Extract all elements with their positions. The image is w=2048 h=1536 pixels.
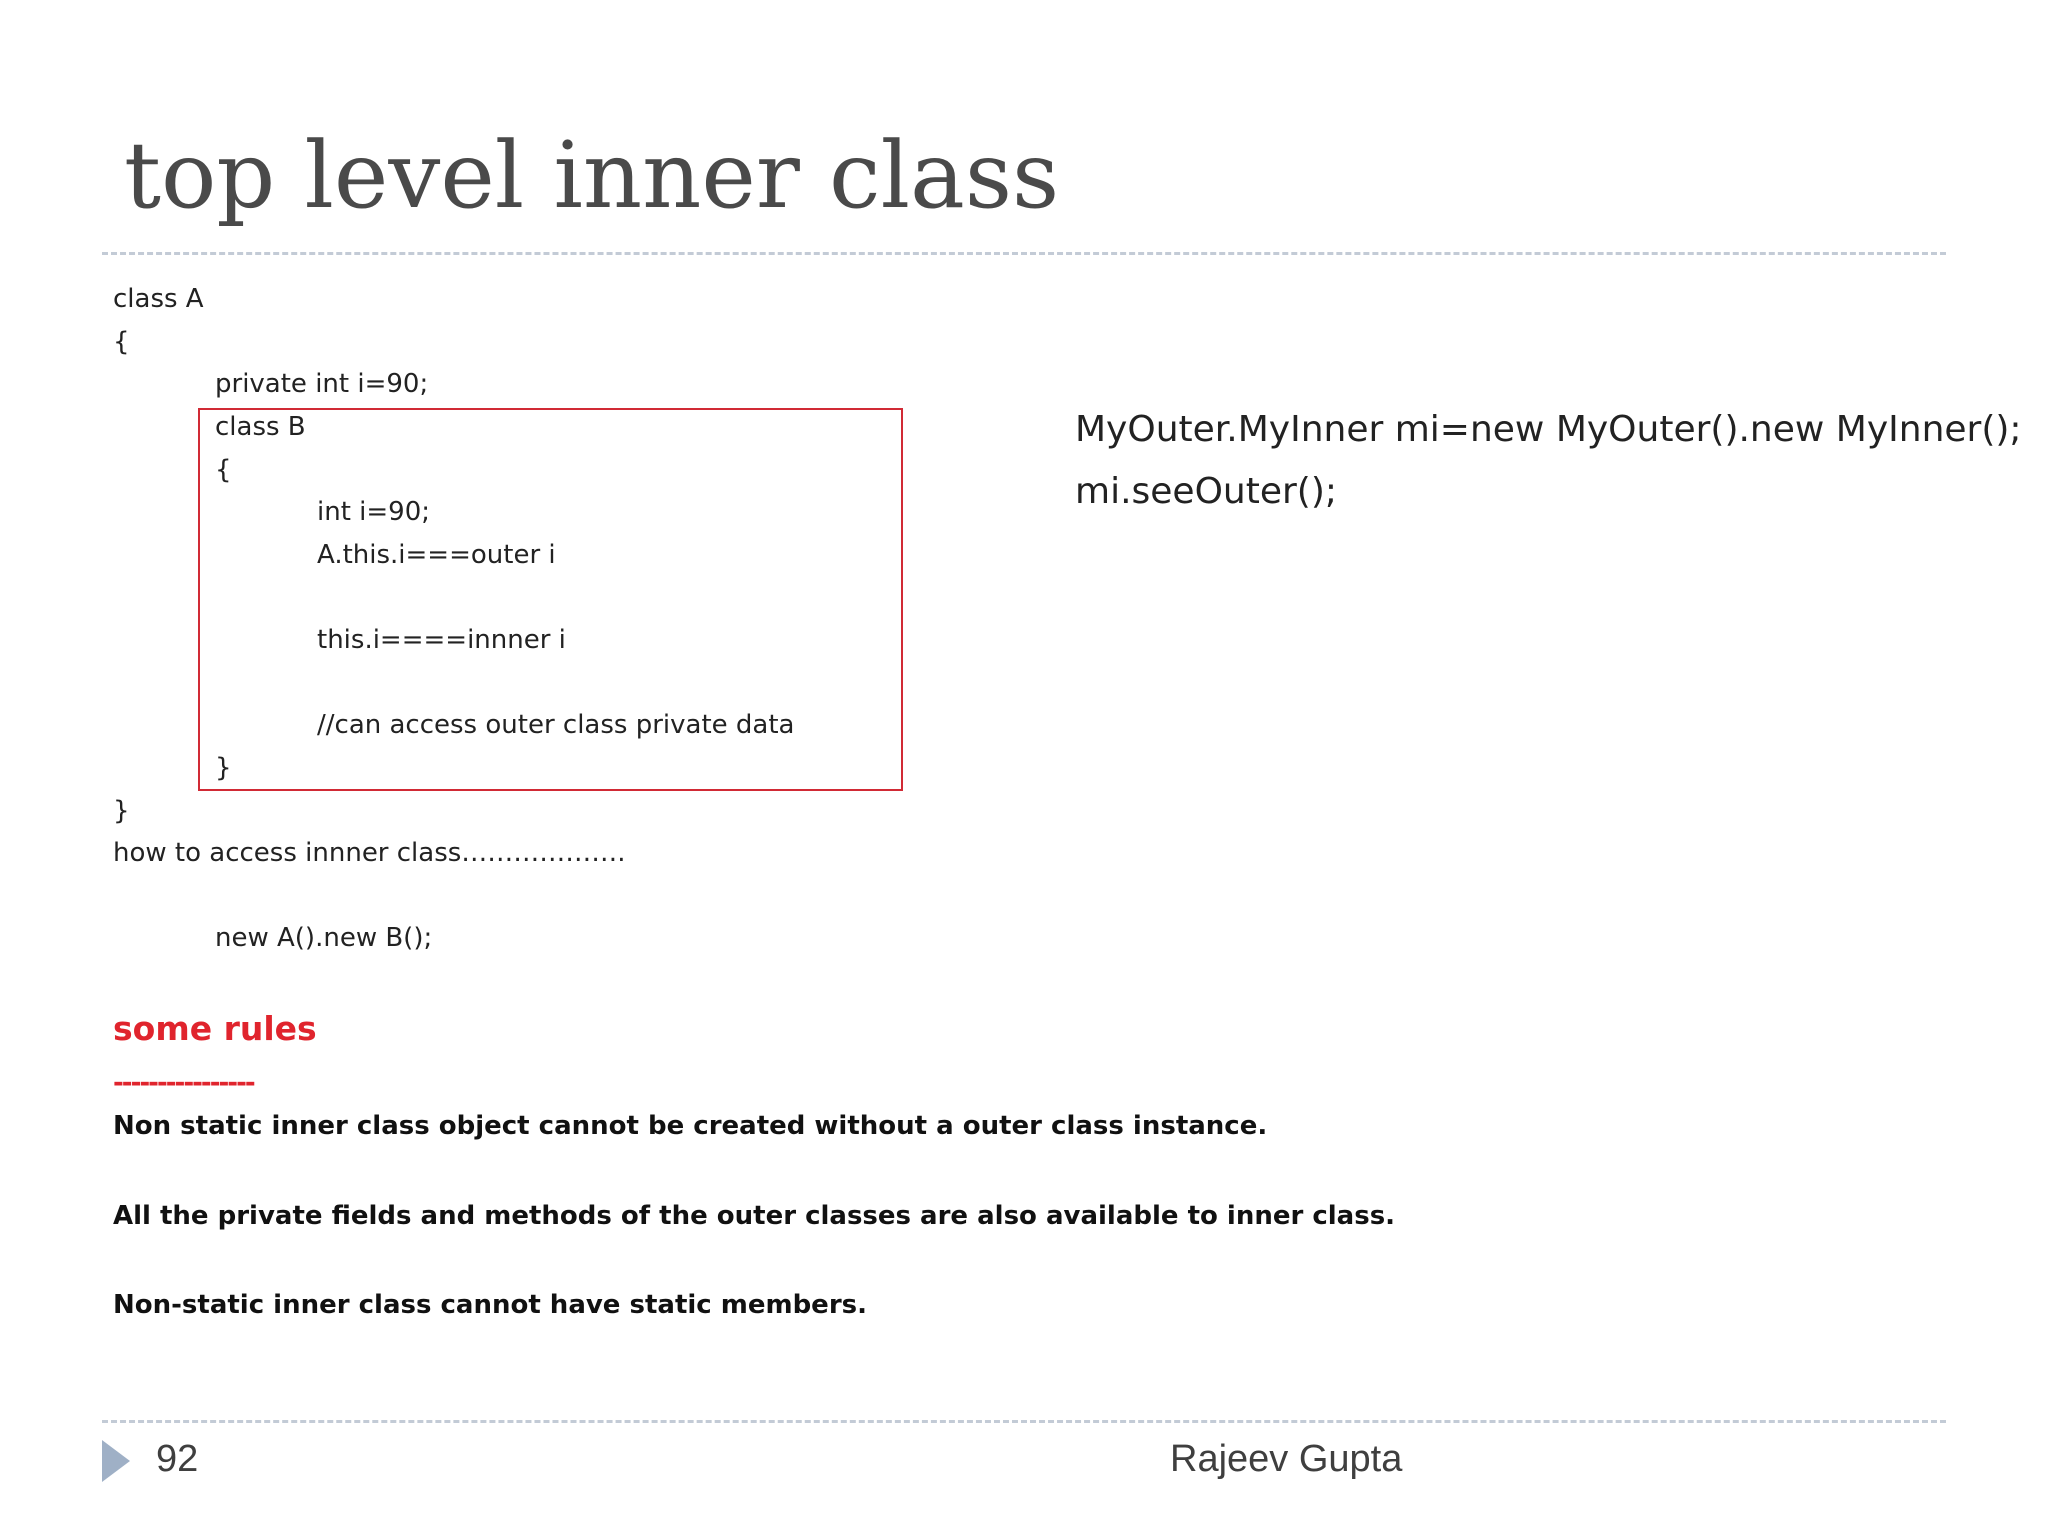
rules-heading: some rules — [113, 1009, 317, 1048]
code-line: this.i====innner i — [317, 625, 566, 655]
footer-divider — [102, 1420, 1946, 1423]
usage-line: MyOuter.MyInner mi=new MyOuter().new MyInner(); — [1075, 409, 2022, 450]
usage-line: mi.seeOuter(); — [1075, 471, 1338, 512]
code-line: how to access innner class………………. — [113, 838, 626, 868]
footer-arrow-icon — [102, 1440, 130, 1482]
rule-item: Non-static inner class cannot have static members. — [113, 1290, 867, 1320]
code-line: //can access outer class private data — [317, 710, 795, 740]
slide-author: Rajeev Gupta — [1170, 1438, 1403, 1480]
rule-item: Non static inner class object cannot be created without a outer class instance. — [113, 1111, 1268, 1141]
title-divider — [102, 252, 1946, 255]
code-line: } — [113, 796, 130, 826]
code-line: { — [215, 455, 232, 485]
code-line: new A().new B(); — [215, 923, 433, 953]
slide-title: top level inner class — [124, 122, 1060, 229]
code-line: class A — [113, 284, 204, 314]
code-line: { — [113, 327, 130, 357]
rule-item: All the private fields and methods of the outer classes are also available to inner class. — [113, 1201, 1396, 1231]
code-line: class B — [215, 412, 306, 442]
slide-number: 92 — [156, 1438, 199, 1480]
code-line: private int i=90; — [215, 369, 429, 399]
code-line: A.this.i===outer i — [317, 540, 556, 570]
code-line: } — [215, 753, 232, 783]
rules-underline: ---------------- — [113, 1068, 254, 1098]
code-line: int i=90; — [317, 497, 431, 527]
